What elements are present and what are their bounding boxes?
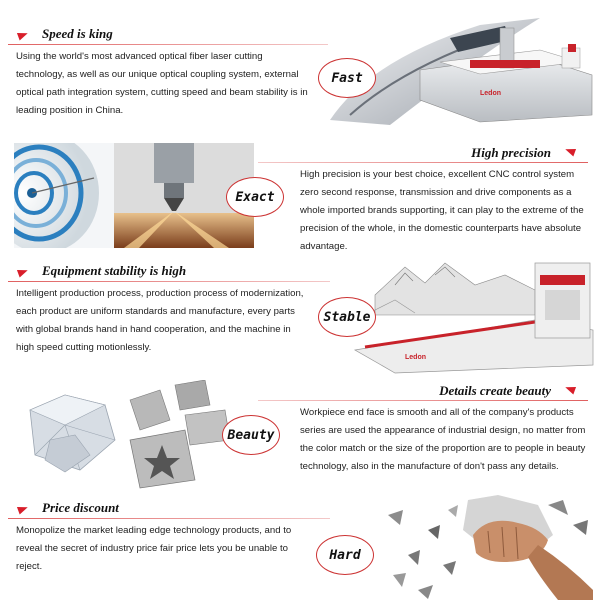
divider bbox=[258, 162, 588, 163]
section-title: Equipment stability is high bbox=[42, 263, 187, 278]
divider bbox=[8, 518, 330, 519]
divider bbox=[258, 400, 588, 401]
arrow-marker-icon bbox=[564, 146, 576, 157]
section-text: High precision is your best choice, excellent CNC control system zero second response, transmission and drive components as a whole imported brands supporting, it can play to the extreme of the precision of the whole, in the domestic counterparts have absolute advantage. bbox=[300, 169, 584, 252]
train-and-laser-machine-image bbox=[330, 0, 595, 125]
fist-breaking-image bbox=[378, 495, 595, 600]
badge-fast: Fast bbox=[318, 58, 376, 98]
divider bbox=[8, 44, 328, 45]
section-title: High precision bbox=[471, 145, 551, 160]
target-and-laser-head-image bbox=[14, 143, 254, 248]
section-speed bbox=[0, 0, 595, 125]
section-stability bbox=[0, 255, 595, 375]
section-title: Details create beauty bbox=[439, 383, 551, 398]
section-text: Intelligent production process, production process of modernization, each product are uniform standards and manufacture, every parts with global brands hand in hand cooperation, and the machine in high speed cutting motionlessly. bbox=[16, 288, 304, 353]
arrow-marker-icon bbox=[17, 267, 29, 278]
badge-stable: Stable bbox=[318, 297, 376, 337]
section-text: Workpiece end face is smooth and all of the company's products series are used the appearance of industrial design, no matter from the color match or the size of the proportion are to people in beauty technology, also in the manufacture of don't pass any details. bbox=[300, 407, 586, 472]
svg-text:Ledon: Ledon bbox=[480, 90, 501, 97]
section-text: Using the world's most advanced optical fiber laser cutting technology, as well as our unique optical coupling system, external optical path integration system, cutting speed and beam stability is in leading position in China. bbox=[16, 51, 308, 116]
arrow-marker-icon bbox=[17, 30, 29, 41]
section-price bbox=[0, 495, 595, 600]
machine-label: Ledon bbox=[405, 354, 426, 361]
section-precision bbox=[0, 125, 595, 255]
badge-exact: Exact bbox=[226, 177, 284, 217]
arrow-marker-icon bbox=[564, 384, 576, 395]
arrow-marker-icon bbox=[17, 504, 29, 515]
badge-beauty: Beauty bbox=[222, 415, 280, 455]
divider bbox=[8, 281, 330, 282]
section-title: Speed is king bbox=[42, 26, 113, 41]
section-text: Monopolize the market leading edge technology products, and to reveal the secret of industry price fair price lets you be unable to reject. bbox=[16, 525, 292, 572]
section-title: Price discount bbox=[42, 500, 119, 515]
diamonds-and-metal-parts-image bbox=[10, 380, 250, 490]
badge-hard: Hard bbox=[316, 535, 374, 575]
section-beauty bbox=[0, 375, 595, 495]
